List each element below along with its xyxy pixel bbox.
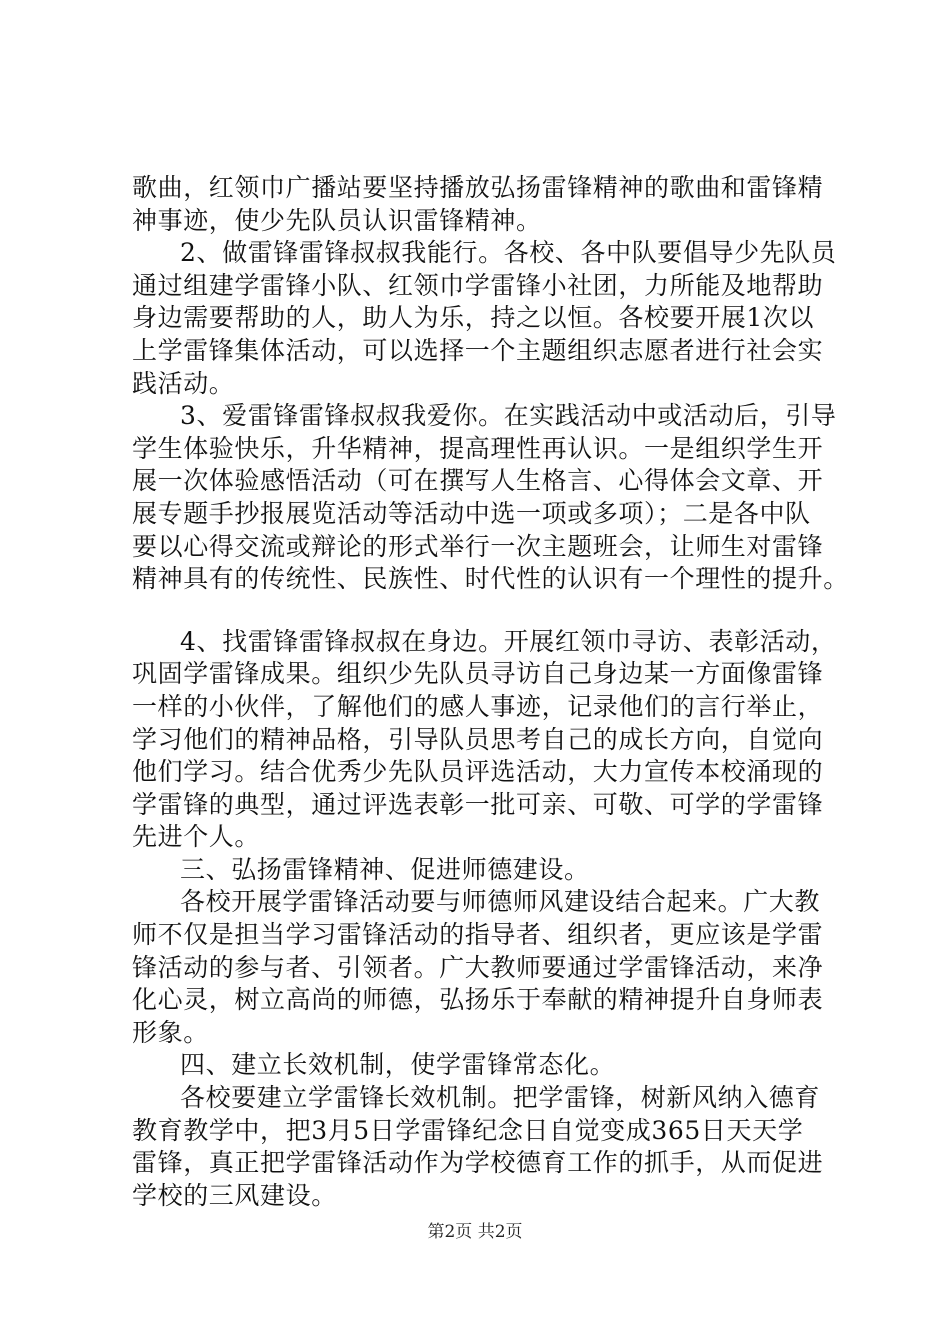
text-line: 师不仅是担当学习雷锋活动的指导者、组织者，更应该是学雷	[132, 920, 824, 950]
paragraph-long-term	[132, 1082, 852, 1212]
text-line: 各校要建立学雷锋长效机制。把学雷锋，树新风纳入德育	[180, 1083, 821, 1113]
text-line: 2、做雷锋雷锋叔叔我能行。各校、各中队要倡导少先队员	[180, 238, 837, 268]
text-line: 要以心得交流或辩论的形式举行一次主题班会，让师生对雷锋	[132, 531, 824, 561]
heading-line: 三、弘扬雷锋精神、促进师德建设。	[180, 854, 590, 884]
page-number-label: 第2页 共2页	[427, 1222, 523, 1242]
text-line: 他们学习。结合优秀少先队员评选活动，大力宣传本校涌现的	[132, 757, 824, 787]
text-line: 巩固学雷锋成果。组织少先队员寻访自己身边某一方面像雷锋	[132, 659, 824, 689]
section-heading-4	[132, 1049, 852, 1082]
text-line: 身边需要帮助的人，助人为乐，持之以恒。各校要开展1次以	[132, 303, 815, 333]
text-line: 上学雷锋集体活动，可以选择一个主题组织志愿者进行社会实	[132, 335, 824, 365]
document-body	[132, 172, 852, 1212]
text-line: 学校的三风建设。	[132, 1180, 337, 1210]
text-line: 践活动。	[132, 368, 235, 398]
paragraph-item-2	[132, 237, 852, 400]
page-footer	[0, 1217, 950, 1242]
text-line: 一样的小伙伴，了解他们的感人事迹，记录他们的言行举止，	[132, 691, 824, 721]
text-line: 精神具有的传统性、民族性、时代性的认识有一个理性的提升。	[132, 564, 849, 594]
heading-line: 四、建立长效机制，使学雷锋常态化。	[180, 1050, 616, 1080]
paragraph-item-4	[132, 626, 852, 854]
text-line: 学习他们的精神品格，引导队员思考自己的成长方向，自觉向	[132, 724, 824, 754]
section-heading-3	[132, 854, 852, 887]
paragraph-teacher-ethics	[132, 886, 852, 1049]
text-line: 4、找雷锋雷锋叔叔在身边。开展红领巾寻访、表彰活动，	[180, 626, 837, 656]
text-line: 展专题手抄报展览活动等活动中选一项或多项）；二是各中队	[132, 498, 811, 528]
text-line: 雷锋，真正把学雷锋活动作为学校德育工作的抓手，从而促进	[132, 1148, 824, 1178]
text-line: 学雷锋的典型，通过评选表彰一批可亲、可敬、可学的学雷锋	[132, 789, 824, 819]
text-line: 锋活动的参与者、引领者。广大教师要通过学雷锋活动，来净	[132, 952, 824, 982]
text-line: 先进个人。	[132, 822, 261, 852]
text-line: 形象。	[132, 1017, 209, 1047]
paragraph-item-3	[132, 400, 852, 596]
text-line: 3、爱雷锋雷锋叔叔我爱你。在实践活动中或活动后，引导	[180, 401, 837, 431]
text-line: 学生体验快乐，升华精神，提高理性再认识。一是组织学生开	[132, 433, 824, 463]
text-line: 化心灵，树立高尚的师德，弘扬乐于奉献的精神提升自身师表	[132, 985, 824, 1015]
text-line: 歌曲，红领巾广播站要坚持播放弘扬雷锋精神的歌曲和雷锋精	[132, 173, 824, 202]
text-line: 通过组建学雷锋小队、红领巾学雷锋小社团，力所能及地帮助	[132, 270, 824, 300]
text-line: 神事迹，使少先队员认识雷锋精神。	[132, 205, 542, 235]
paragraph-gap	[132, 596, 852, 626]
text-line: 教育教学中，把3月5日学雷锋纪念日自觉变成365日天天学	[132, 1115, 804, 1145]
paragraph-continuation	[132, 172, 852, 237]
text-line: 各校开展学雷锋活动要与师德师风建设结合起来。广大教	[180, 887, 821, 917]
text-line: 展一次体验感悟活动（可在撰写人生格言、心得体会文章、开	[132, 466, 824, 496]
